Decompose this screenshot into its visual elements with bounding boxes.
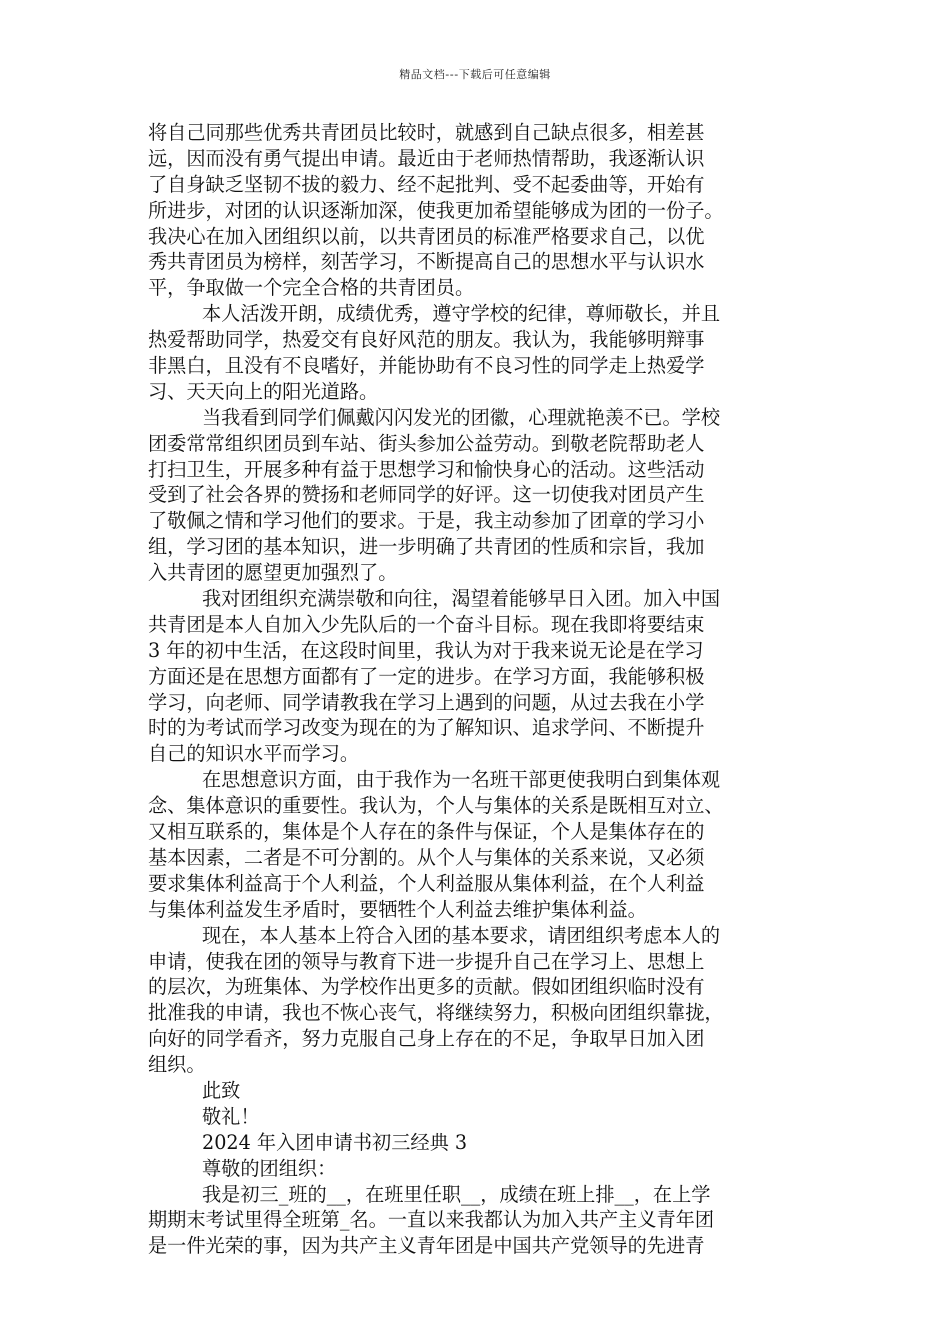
text-line: 热爱帮助同学，热爱交有良好风范的朋友。我认为，我能够明辩事 [148, 328, 705, 352]
text-line: 了敬佩之情和学习他们的要求。于是，我主动参加了团章的学习小 [148, 509, 705, 533]
text-line: 我对团组织充满崇敬和向往，渴望着能够早日入团。加入中国 [202, 587, 721, 611]
text-line: 又相互联系的，集体是个人存在的条件与保证，个人是集体存在的 [148, 820, 705, 844]
text-line: 现在，本人基本上符合入团的基本要求，请团组织考虑本人的 [202, 923, 721, 947]
text-line: 共青团是本人自加入少先队后的一个奋斗目标。现在我即将要结束 [148, 612, 705, 636]
text-line: 当我看到同学们佩戴闪闪发光的团徽，心理就艳羡不已。学校 [202, 405, 721, 429]
text-line: 念、集体意识的重要性。我认为，个人与集体的关系是既相互对立、 [148, 794, 724, 818]
text-line: 平，争取做一个完全合格的共青团员。 [148, 276, 475, 300]
text-line: 方面还是在思想方面都有了一定的进步。在学习方面，我能够积极 [148, 664, 705, 688]
text-line: 2024 年入团申请书初三经典 3 [202, 1130, 468, 1154]
text-line: 所进步，对团的认识逐渐加深，使我更加希望能够成为团的一份子。 [148, 198, 724, 222]
text-line: 打扫卫生，开展多种有益于思想学习和愉快身心的活动。这些活动 [148, 457, 705, 481]
text-line: 基本因素，二者是不可分割的。从个人与集体的关系来说，又必须 [148, 845, 705, 869]
text-line: 申请，使我在团的领导与教育下进一步提升自己在学习上、思想上 [148, 949, 705, 973]
text-line: 组，学习团的基本知识，进一步明确了共青团的性质和宗旨，我加 [148, 535, 705, 559]
text-line: 尊敬的团组织： [202, 1156, 337, 1180]
text-line: 敬礼！ [202, 1104, 260, 1128]
text-line: 受到了社会各界的赞扬和老师同学的好评。这一切使我对团员产生 [148, 483, 705, 507]
text-line: 3 年的初中生活，在这段时间里，我认为对于我来说无论是在学习 [148, 638, 704, 662]
text-line: 非黑白，且没有不良嗜好，并能协助有不良习性的同学走上热爱学 [148, 354, 705, 378]
document-body [148, 120, 820, 1259]
text-line: 秀共青团员为榜样，刻苦学习，不断提高自己的思想水平与认识水 [148, 250, 705, 274]
text-line: 入共青团的愿望更加强烈了。 [148, 561, 398, 585]
text-line: 自己的知识水平而学习。 [148, 742, 360, 766]
text-line: 向好的同学看齐，努力克服自己身上存在的不足，争取早日加入团 [148, 1027, 705, 1051]
text-line: 时的为考试而学习改变为现在的为了解知识、追求学问、不断提升 [148, 716, 705, 740]
text-line: 远，因而没有勇气提出申请。最近由于老师热情帮助，我逐渐认识 [148, 146, 705, 170]
text-line: 期期末考试里得全班第_名。一直以来我都认为加入共产主义青年团 [148, 1208, 715, 1232]
text-line: 在思想意识方面，由于我作为一名班干部更使我明白到集体观 [202, 768, 721, 792]
text-line: 将自己同那些优秀共青团员比较时，就感到自己缺点很多，相差甚 [148, 121, 705, 144]
text-line: 批准我的申请，我也不恢心丧气，将继续努力，积极向团组织靠拢， [148, 1001, 724, 1025]
text-line: 学习，向老师、同学请教我在学习上遇到的问题，从过去我在小学 [148, 690, 705, 714]
text-line: 我决心在加入团组织以前，以共青团员的标准严格要求自己，以优 [148, 224, 705, 248]
text-line: 的层次，为班集体、为学校作出更多的贡献。假如团组织临时没有 [148, 975, 705, 999]
text-line: 要求集体利益高于个人利益，个人利益服从集体利益，在个人利益 [148, 871, 705, 895]
text-line: 习、天天向上的阳光道路。 [148, 379, 379, 403]
text-line: 是一件光荣的事，因为共产主义青年团是中国共产党领导的先进青 [148, 1234, 705, 1258]
text-line: 了自身缺乏坚韧不拔的毅力、经不起批判、受不起委曲等，开始有 [148, 172, 705, 196]
text-line: 我是初三_班的__，在班里任职__，成绩在班上排__，在上学 [202, 1182, 711, 1206]
text-line: 与集体利益发生矛盾时，要牺牲个人利益去维护集体利益。 [148, 897, 647, 921]
text-line: 此致 [202, 1078, 241, 1102]
text-line: 本人活泼开朗，成绩优秀，遵守学校的纪律，尊师敬长，并且 [202, 302, 721, 326]
text-line: 团委常常组织团员到车站、街头参加公益劳动。到敬老院帮助老人 [148, 431, 705, 455]
page-header: 精品文档---下载后可任意编辑 [399, 68, 551, 81]
text-line: 组织。 [148, 1053, 206, 1077]
